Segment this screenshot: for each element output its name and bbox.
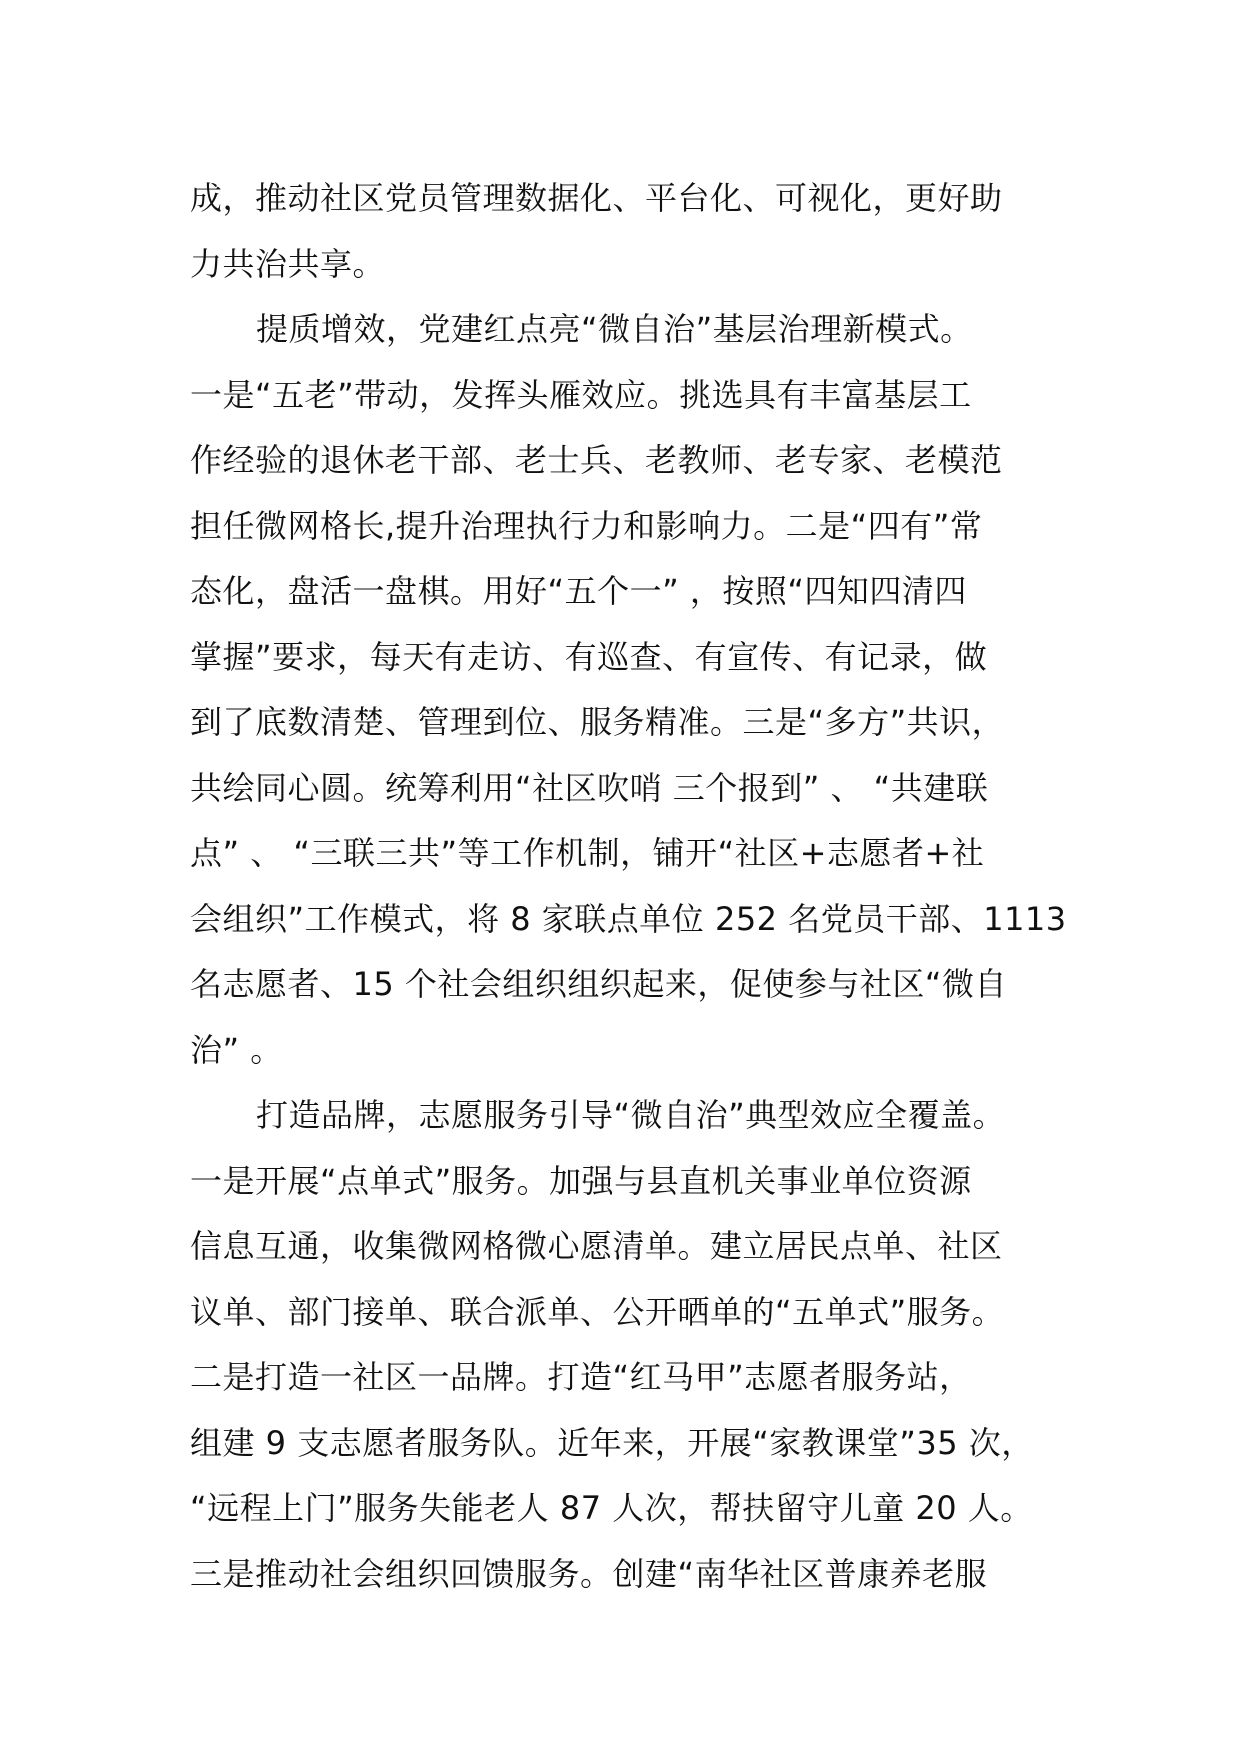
text-line: 到了底数清楚、管理到位、服务精准。三是“多方”共识，: [190, 703, 1005, 741]
text-line: 二是打造一社区一品牌。打造“红马甲”志愿者服务站，: [190, 1358, 972, 1396]
text-line: “远程上门”服务失能老人 87 人次，帮扶留守儿童 20 人。: [190, 1489, 1033, 1527]
paragraph-3: [190, 1083, 1070, 1607]
paragraph-heading-line: 提质增效，党建红点亮“微自治”基层治理新模式。: [256, 310, 973, 348]
text-line: 名志愿者、15 个社会组织组织起来，促使参与社区“微自: [190, 965, 1007, 1003]
text-line: 成，推动社区党员管理数据化、平台化、可视化，更好助: [190, 179, 1003, 217]
text-line: 共绘同心圆。统筹利用“社区吹哨 三个报到” 、 “共建联: [190, 768, 989, 807]
text-line: 一是开展“点单式”服务。加强与县直机关事业单位资源: [190, 1161, 972, 1200]
text-line: 担任微网格长,提升治理执行力和影响力。二是“四有”常: [190, 506, 983, 545]
text-line: 点” 、 “三联三共”等工作机制，铺开“社区+志愿者+社: [190, 834, 985, 872]
text-line: 信息互通，收集微网格微心愿清单。建立居民点单、社区: [190, 1227, 1003, 1265]
document-page: [190, 166, 1070, 1706]
text-line: 组建 9 支志愿者服务队。近年来，开展“家教课堂”35 次，: [190, 1423, 1034, 1462]
text-line: 作经验的退休老干部、老士兵、老教师、老专家、老模范: [190, 441, 1003, 479]
text-line: 力共治共享。: [190, 244, 386, 283]
text-line: 会组织”工作模式，将 8 家联点单位 252 名党员干部、1113: [190, 899, 1067, 938]
text-line: 治” 。: [190, 1030, 283, 1069]
paragraph-1: [190, 166, 1070, 297]
text-line: 一是“五老”带动，发挥头雁效应。挑选具有丰富基层工: [190, 375, 972, 414]
text-line: 三是推动社会组织回馈服务。创建“南华社区普康养老服: [190, 1554, 988, 1593]
paragraph-2: [190, 297, 1070, 1083]
text-line: 态化，盘活一盘棋。用好“五个一” ，按照“四知四清四: [190, 572, 967, 610]
text-line: 掌握”要求，每天有走访、有巡查、有宣传、有记录，做: [190, 637, 988, 676]
paragraph-heading-line: 打造品牌，志愿服务引导“微自治”典型效应全覆盖。: [256, 1096, 1006, 1134]
text-line: 议单、部门接单、联合派单、公开晒单的“五单式”服务。: [190, 1292, 1005, 1331]
